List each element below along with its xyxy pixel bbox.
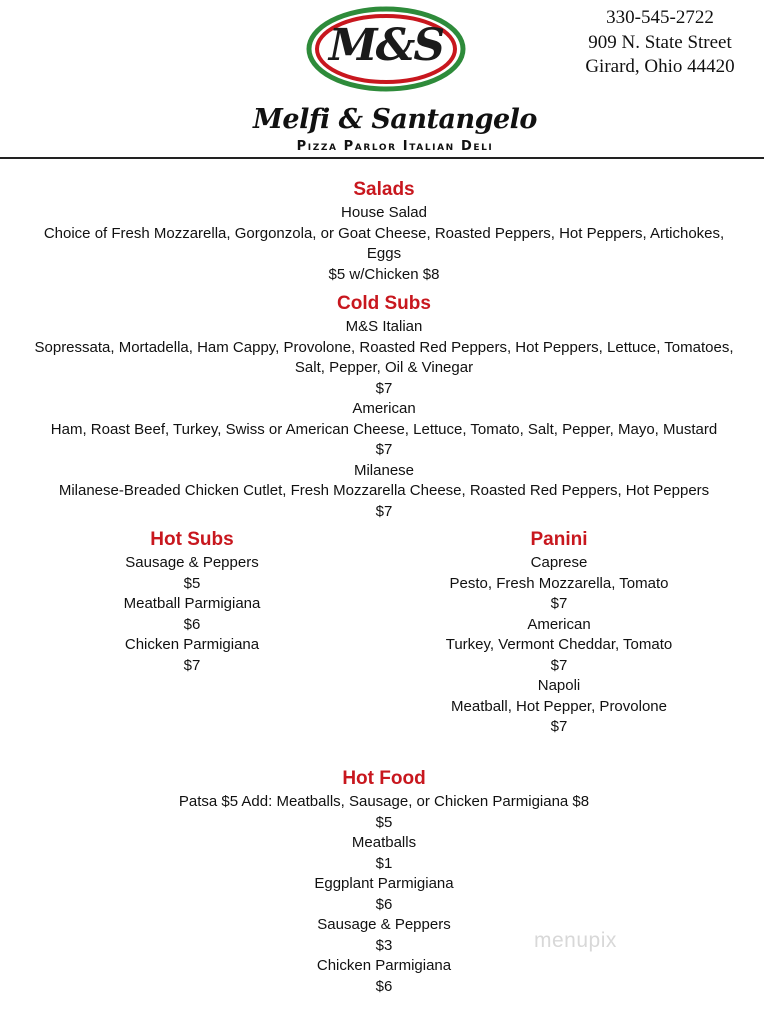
hot-subs-line: Meatball Parmigiana (123, 595, 261, 612)
salads-line: House Salad (341, 204, 427, 221)
cold-subs-line: Sopressata, Mortadella, Ham Cappy, Provolone, Roasted Red Peppers, Hot Peppers, Lettuce, Tomatoes, (34, 339, 734, 356)
phone-number: 330-545-2722 (606, 7, 714, 28)
cold-subs-line: Ham, Roast Beef, Turkey, Swiss or American Cheese, Lettuce, Tomato, Salt, Pepper, Mayo, Mustard (50, 421, 718, 438)
hot-food-line: $5 (375, 814, 393, 831)
panini-line: Pesto, Fresh Mozzarella, Tomato (449, 575, 669, 592)
header-divider (0, 157, 764, 159)
hot-food-line: $3 (375, 937, 393, 954)
cold-subs-line: Salt, Pepper, Oil & Vinegar (294, 359, 474, 376)
hot-food-line: Chicken Parmigiana (316, 957, 452, 974)
cold-subs-line: Milanese-Breaded Chicken Cutlet, Fresh Mozzarella Cheese, Roasted Red Peppers, Hot Peppers (58, 482, 710, 499)
panini-line: Caprese (530, 554, 588, 571)
logo-monogram: M&S (328, 20, 444, 71)
panini-line: $7 (550, 657, 568, 674)
panini-line: Meatball, Hot Pepper, Provolone (451, 698, 667, 715)
brand-name: Melfi & Santangelo (253, 104, 537, 135)
salads-line: Eggs (366, 245, 402, 262)
cold-subs-line: M&S Italian (345, 318, 423, 335)
cold-subs-line: $7 (375, 441, 393, 458)
hot-food-line: Sausage & Peppers (317, 916, 451, 933)
hot-food-line: Eggplant Parmigiana (314, 875, 454, 892)
contact-info (560, 6, 760, 80)
panini-line: Turkey, Vermont Cheddar, Tomato (445, 636, 673, 653)
hot-food-line: Patsa $5 Add: Meatballs, Sausage, or Chicken Parmigiana $8 (178, 793, 590, 810)
panini-line: $7 (550, 718, 568, 735)
panini-line: Napoli (537, 677, 581, 694)
cold-subs-line: $7 (375, 503, 393, 520)
salads-line: $5 w/Chicken $8 (328, 266, 440, 283)
hot-food-line: Meatballs (351, 834, 417, 851)
cold-subs-line: American (352, 400, 416, 417)
cold-subs-line: $7 (375, 380, 393, 397)
city-address: Girard, Ohio 44420 (585, 56, 735, 77)
hot-food-line: $1 (375, 855, 393, 872)
hot-food-line: $6 (375, 896, 393, 913)
watermark: menupix (534, 929, 617, 952)
salads-title: Salads (353, 179, 415, 200)
salads-line: Choice of Fresh Mozzarella, Gorgonzola, or Goat Cheese, Roasted Peppers, Hot Peppers, Artichokes, (43, 225, 725, 242)
hot-subs-title: Hot Subs (150, 529, 234, 550)
hot-subs-line: $5 (183, 575, 201, 592)
hot-food-line: $6 (375, 978, 393, 995)
hot-food-title: Hot Food (342, 768, 426, 789)
panini-title: Panini (530, 529, 588, 550)
panini-line: American (527, 616, 591, 633)
panini-line: $7 (550, 595, 568, 612)
cold-subs-title: Cold Subs (337, 293, 431, 314)
cold-subs-line: Milanese (353, 462, 415, 479)
hot-subs-line: Sausage & Peppers (125, 554, 259, 571)
hot-subs-line: $7 (183, 657, 201, 674)
street-address: 909 N. State Street (588, 31, 732, 53)
hot-subs-line: $6 (183, 616, 201, 633)
hot-subs-line: Chicken Parmigiana (124, 636, 260, 653)
brand-subtitle: Pizza Parlor Italian Deli (296, 139, 494, 154)
